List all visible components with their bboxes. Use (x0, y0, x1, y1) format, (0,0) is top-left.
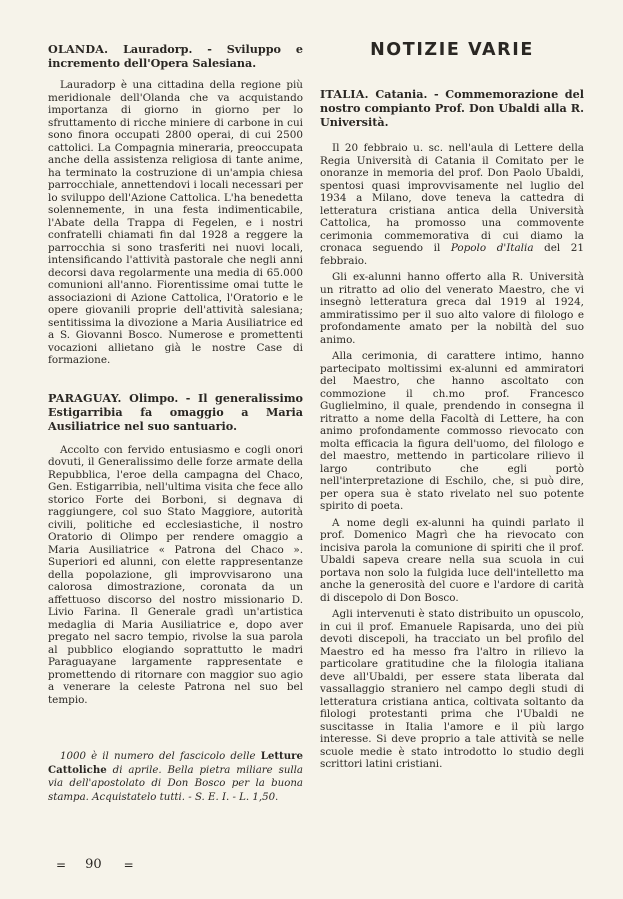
letture-cattoliche-notice (48, 750, 303, 804)
notice-text-2: di aprile. Bella pietra miliare sulla via dell'apostolato di Don Bosco per la buona stampa. Acquistatelo tutti. - S. E. I. - L. 1,50. (48, 764, 303, 803)
italia-paragraph-4: A nome degli ex-alunni ha quindi parlato il prof. Domenico Magrì che ha rievocato con incisiva parola la comunione di spiriti che il prof. Ubaldi sapeva creare nella sua scuola in cui portava non solo la fulgida luce dell'intelletto ma anche la generosità del cuore e l'ardore di carità di discepolo di Don Bosco. (320, 516, 584, 604)
olanda-place: OLANDA. (48, 42, 109, 56)
italia-paragraph-3: Alla cerimonia, di carattere intimo, hanno partecipato moltissimi ex-alunni ed ammiratori del Maestro, che hanno ascoltato con commozione il ch.mo prof. Francesco Guglielmino, il quale, prendendo in consegna il ritratto a nome della Facoltà di Lettere, ha con animo profondamente commosso rievocato con molta efficacia la figura dell'uomo, del filologo e del maestro, mettendo in particolare rilievo il largo contributo che egli portò nell'interpretazione di Eschilo, che, si può dire, per opera sua è stato rivelato nel suo potente spirito di poeta. (320, 350, 584, 512)
notice-text-1: 1000 è il numero del fascicolo delle (60, 751, 256, 762)
italia-paragraph-1 (320, 142, 584, 267)
italia-place: ITALIA. (320, 87, 369, 101)
olanda-body: Lauradorp è una cittadina della regione più meridionale dell'Olanda che va acquistando importanza di giorno in giorno per lo sfruttamento di ricche miniere di carbone in cui sono finora occupati 2800 operai, di cui 2500 cattolici. La Compagnia mineraria, preoccupata anche della assistenza religiosa di tante anime, ha terminato la costruzione di un'ampia chiesa parrocchiale, annettendovi i locali necessari per lo sviluppo dell'Azione Cattolica. L'ha benedetta solennemente, in una festa indimenticabile, l'Abate della Trappa di Fegelen, e i nostri confratelli chiamati fin dal 1928 a reggere la parrocchia si sono trasferiti nei nuovi locali, intensificando l'attività pastorale che negli anni decorsi dava regolarmente una media di 65.000 comunioni all'anno. Fiorentissime omai tutte le associazioni di Azione Cattolica, l'Oratorio e le opere giovanili proprie dell'attività salesiana; sentitissima la divozione a Maria Ausiliatrice ed a S. Giovanni Bosco. Numerose e promettenti vocazioni allietano già le nostre Case di formazione. (48, 79, 303, 366)
italia-p1-text-a: Il 20 febbraio u. sc. nell'aula di Lettere della Regia Università di Catania il Comitato per le onoranze in memoria del prof. Don Paolo Ubaldi, spentosi quasi improvvisamente nel luglio del 1934 a Milano, dove teneva la cattedra di letteratura cristiana antica della Università Cattolica, ha promosso una commovente cerimonia commemorativa di cui diamo la cronaca seguendo il (320, 142, 584, 254)
footer-ornament-left: = (56, 857, 66, 872)
italia-p1-newspaper: Popolo d'Italia (450, 242, 534, 254)
italia-paragraph-5: Agli intervenuti è stato distribuito un opuscolo, in cui il prof. Emanuele Rapisarda, uno dei più devoti discepoli, ha tracciato un bel profilo del Maestro ed ha messo fra l'altro in rilievo la particolare gratitudine che la filologia italiana deve all'Ubaldi, per essere stata liberata dal vassallaggio straniero nel campo degli studi di letteratura cristiana antica, coltivata soltanto da filologi protestanti prima che l'Ubaldi ne suscitasse in Italia l'amore e il più largo interesse. Si deve proprio a tale attività se nelle scuole medie è stato introdotto lo studio degli scrittori latini cristiani. (320, 608, 584, 770)
paraguay-body: Accolto con fervido entusiasmo e cogli onori dovuti, il Generalissimo delle forze armate della Repubblica, l'eroe della campagna del Chaco, Gen. Estigarribia, nell'ultima visita che fece allo storico Forte dei Borboni, si degnava di raggiungere, col suo Stato Maggiore, autorità civili, politiche ed ecclesiastiche, il nostro Oratorio di Olimpo per rendere omaggio a Maria Ausiliatrice « Patrona del Chaco ». Superiori ed alunni, con elette rappresentanze della popolazione, gli improvvisarono una calorosa dimostrazione, coronata da un affettuoso discorso del nostro missionario D. Livio Farina. Il Generale gradì un'artistica medaglia di Maria Ausiliatrice e, dopo aver pregato nel sacro tempio, rivolse la sua parola al pubblico elogiando soprattutto le madri Paraguayane largamente rappresentate e promettendo di ritornare con maggior suo agio a venerare la celeste Patrona nel suo bel tempio. (48, 443, 303, 706)
section-title: NOTIZIE VARIE (370, 40, 534, 60)
italia-paragraph-2: Gli ex-alunni hanno offerto alla R. Università un ritratto ad olio del venerato Maestro, che vi insegnò letteratura greca dal 1919 al 1924, ammiratissimo per il suo alto valore di filologo e profondamente amato per la nobiltà del suo animo. (320, 271, 584, 346)
italia-heading (320, 87, 584, 129)
italia-title: Catania. - Commemorazione del nostro compianto Prof. Don Ubaldi alla R. Università. (320, 87, 584, 129)
paraguay-place: PARAGUAY. (48, 390, 122, 405)
italia-body (320, 142, 584, 771)
paraguay-title: Olimpo. - Il generalissimo Estigarribia fa omaggio a Maria Ausiliatrice nel suo santuario. (48, 390, 303, 433)
olanda-title: Lauradorp. - Sviluppo e incremento dell'Opera Salesiana. (48, 42, 303, 70)
footer-ornament-right: = (123, 857, 133, 872)
paraguay-heading (48, 391, 303, 433)
page-footer (56, 857, 133, 872)
italia-p1-text-b: del 21 febbraio. (320, 242, 584, 267)
notice-bold: Letture Cattoliche (48, 750, 303, 776)
olanda-heading (48, 42, 303, 70)
page-number: 90 (85, 857, 102, 872)
left-column (48, 0, 303, 804)
right-column (320, 0, 584, 775)
